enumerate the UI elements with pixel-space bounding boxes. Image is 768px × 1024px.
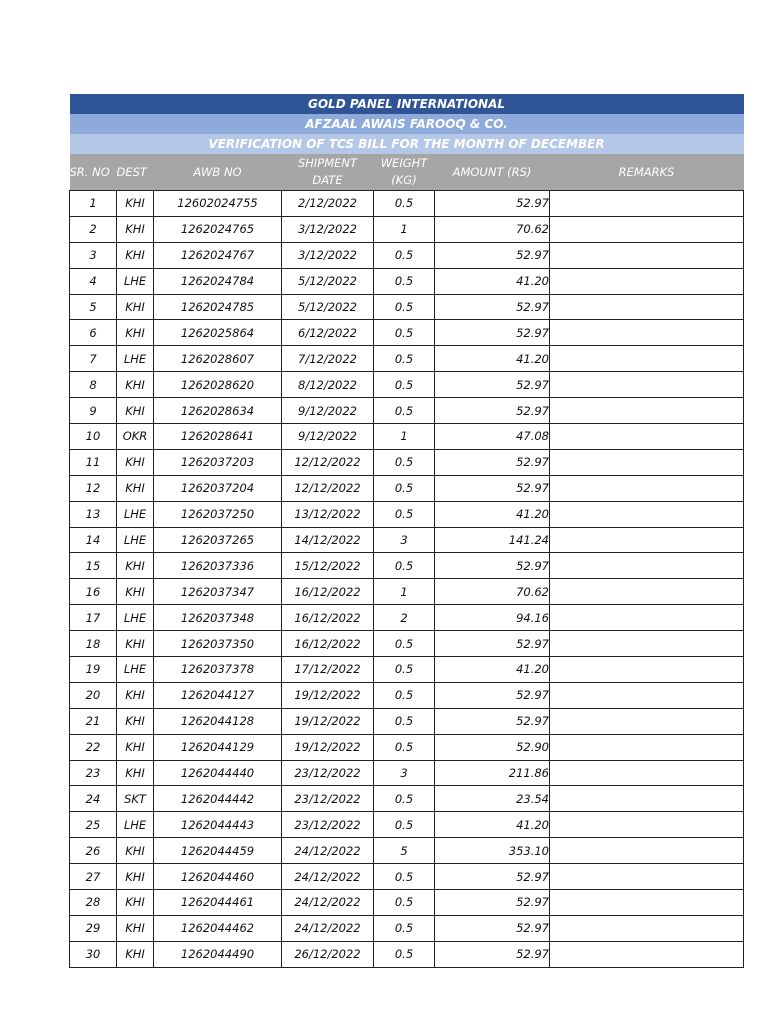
cell-sr-no[interactable]: 7 [70,346,117,372]
column-header-row [70,154,744,191]
cell-weight[interactable]: 3 [374,527,435,553]
cell-remarks[interactable] [550,734,744,760]
table-row [70,398,744,424]
table-row [70,553,744,579]
table-row [70,242,744,268]
cell-weight[interactable]: 0.5 [374,812,435,838]
cell-shipment-date[interactable]: 9/12/2022 [282,424,374,450]
cell-sr-no[interactable]: 30 [70,941,117,967]
cell-awb-no[interactable]: 1262044129 [154,734,282,760]
cell-dest[interactable]: KHI [117,579,154,605]
report-subtitle: VERIFICATION OF TCS BILL FOR THE MONTH OF DECEMBER [70,134,744,154]
cell-remarks[interactable] [550,449,744,475]
cell-dest[interactable]: KHI [117,242,154,268]
col-remarks: REMARKS [550,154,744,191]
cell-dest[interactable]: KHI [117,708,154,734]
table-body [70,191,744,968]
cell-weight[interactable]: 5 [374,838,435,864]
cell-awb-no[interactable]: 1262028634 [154,398,282,424]
cell-weight[interactable]: 0.5 [374,553,435,579]
subtitle-row [70,134,744,154]
table-row [70,579,744,605]
cell-sr-no[interactable]: 20 [70,682,117,708]
cell-weight[interactable]: 1 [374,424,435,450]
cell-weight[interactable]: 0.5 [374,864,435,890]
cell-remarks[interactable] [550,268,744,294]
cell-weight[interactable]: 0.5 [374,890,435,916]
cell-awb-no[interactable]: 1262044440 [154,760,282,786]
cell-shipment-date[interactable]: 12/12/2022 [282,475,374,501]
table-row [70,294,744,320]
cell-dest[interactable]: KHI [117,475,154,501]
cell-dest[interactable]: KHI [117,915,154,941]
cell-weight[interactable]: 1 [374,216,435,242]
cell-amount[interactable]: 52.97 [435,242,550,268]
cell-sr-no[interactable]: 17 [70,605,117,631]
cell-dest[interactable]: KHI [117,838,154,864]
cell-awb-no[interactable]: 1262037350 [154,631,282,657]
cell-remarks[interactable] [550,864,744,890]
cell-amount[interactable]: 52.97 [435,553,550,579]
cell-awb-no[interactable]: 1262037348 [154,605,282,631]
table-row [70,682,744,708]
cell-dest[interactable]: KHI [117,682,154,708]
cell-dest[interactable]: KHI [117,294,154,320]
cell-amount[interactable]: 41.20 [435,501,550,527]
cell-shipment-date[interactable]: 9/12/2022 [282,398,374,424]
cell-shipment-date[interactable]: 19/12/2022 [282,734,374,760]
cell-amount[interactable]: 52.97 [435,915,550,941]
cell-remarks[interactable] [550,424,744,450]
cell-sr-no[interactable]: 18 [70,631,117,657]
cell-amount[interactable]: 41.20 [435,346,550,372]
table-row [70,346,744,372]
cell-remarks[interactable] [550,812,744,838]
cell-dest[interactable]: KHI [117,864,154,890]
cell-shipment-date[interactable]: 23/12/2022 [282,812,374,838]
cell-remarks[interactable] [550,631,744,657]
cell-awb-no[interactable]: 1262044490 [154,941,282,967]
cell-shipment-date[interactable]: 16/12/2022 [282,579,374,605]
cell-dest[interactable]: KHI [117,191,154,217]
cell-awb-no[interactable]: 1262044460 [154,864,282,890]
cell-dest[interactable]: KHI [117,631,154,657]
cell-sr-no[interactable]: 13 [70,501,117,527]
cell-weight[interactable]: 0.5 [374,734,435,760]
cell-shipment-date[interactable]: 12/12/2022 [282,449,374,475]
cell-awb-no[interactable]: 1262044442 [154,786,282,812]
cell-sr-no[interactable]: 22 [70,734,117,760]
cell-sr-no[interactable]: 25 [70,812,117,838]
cell-dest[interactable]: LHE [117,605,154,631]
cell-dest[interactable]: KHI [117,372,154,398]
cell-amount[interactable]: 141.24 [435,527,550,553]
cell-awb-no[interactable]: 1262044462 [154,915,282,941]
cell-remarks[interactable] [550,838,744,864]
cell-weight[interactable]: 3 [374,760,435,786]
cell-awb-no[interactable]: 1262024785 [154,294,282,320]
cell-sr-no[interactable]: 19 [70,657,117,683]
cell-awb-no[interactable]: 1262044459 [154,838,282,864]
table-row [70,268,744,294]
cell-remarks[interactable] [550,786,744,812]
cell-sr-no[interactable]: 8 [70,372,117,398]
cell-remarks[interactable] [550,372,744,398]
cell-awb-no[interactable]: 1262037203 [154,449,282,475]
cell-shipment-date[interactable]: 24/12/2022 [282,915,374,941]
cell-awb-no[interactable]: 1262044127 [154,682,282,708]
cell-shipment-date[interactable]: 15/12/2022 [282,553,374,579]
cell-amount[interactable]: 70.62 [435,216,550,242]
cell-shipment-date[interactable]: 5/12/2022 [282,294,374,320]
cell-sr-no[interactable]: 10 [70,424,117,450]
cell-dest[interactable]: LHE [117,657,154,683]
cell-shipment-date[interactable]: 24/12/2022 [282,864,374,890]
cell-weight[interactable]: 0.5 [374,346,435,372]
cell-amount[interactable]: 52.97 [435,941,550,967]
table-row [70,527,744,553]
cell-amount[interactable]: 41.20 [435,812,550,838]
cell-awb-no[interactable]: 1262028620 [154,372,282,398]
cell-dest[interactable]: KHI [117,734,154,760]
cell-sr-no[interactable]: 23 [70,760,117,786]
cell-sr-no[interactable]: 12 [70,475,117,501]
cell-remarks[interactable] [550,915,744,941]
cell-awb-no[interactable]: 1262037378 [154,657,282,683]
cell-weight[interactable]: 0.5 [374,786,435,812]
table-row [70,216,744,242]
cell-shipment-date[interactable]: 3/12/2022 [282,242,374,268]
cell-sr-no[interactable]: 21 [70,708,117,734]
table-row [70,838,744,864]
col-sr-no: SR. NO [70,154,117,191]
cell-amount[interactable]: 52.97 [435,320,550,346]
cell-dest[interactable]: KHI [117,216,154,242]
cell-dest[interactable]: KHI [117,890,154,916]
cell-amount[interactable]: 23.54 [435,786,550,812]
cell-awb-no[interactable]: 1262044128 [154,708,282,734]
cell-shipment-date[interactable]: 19/12/2022 [282,708,374,734]
cell-dest[interactable]: KHI [117,941,154,967]
cell-shipment-date[interactable]: 26/12/2022 [282,941,374,967]
cell-awb-no[interactable]: 1262025864 [154,320,282,346]
cell-amount[interactable]: 52.97 [435,890,550,916]
table-row [70,320,744,346]
cell-sr-no[interactable]: 3 [70,242,117,268]
table-row [70,890,744,916]
cell-sr-no[interactable]: 24 [70,786,117,812]
cell-sr-no[interactable]: 11 [70,449,117,475]
table-row [70,449,744,475]
cell-shipment-date[interactable]: 17/12/2022 [282,657,374,683]
cell-shipment-date[interactable]: 5/12/2022 [282,268,374,294]
col-awb-no: AWB NO [154,154,282,191]
company-row [70,94,744,114]
cell-shipment-date[interactable]: 23/12/2022 [282,760,374,786]
tcs-bill-table [69,94,744,968]
cell-dest[interactable]: LHE [117,812,154,838]
cell-sr-no[interactable]: 5 [70,294,117,320]
cell-awb-no[interactable]: 1262037204 [154,475,282,501]
cell-amount[interactable]: 70.62 [435,579,550,605]
cell-amount[interactable]: 94.16 [435,605,550,631]
col-weight [374,154,435,191]
cell-weight[interactable]: 0.5 [374,449,435,475]
col-shipment-date-line2: DATE [312,173,343,187]
cell-weight[interactable]: 0.5 [374,475,435,501]
cell-remarks[interactable] [550,527,744,553]
cell-dest[interactable]: KHI [117,760,154,786]
cell-amount[interactable]: 52.97 [435,372,550,398]
cell-amount[interactable]: 41.20 [435,268,550,294]
cell-shipment-date[interactable]: 16/12/2022 [282,605,374,631]
cell-sr-no[interactable]: 26 [70,838,117,864]
cell-shipment-date[interactable]: 6/12/2022 [282,320,374,346]
table-row [70,760,744,786]
table-row [70,812,744,838]
cell-dest[interactable]: LHE [117,501,154,527]
firm-name: AFZAAL AWAIS FAROOQ & CO. [70,114,744,134]
cell-awb-no[interactable]: 1262037265 [154,527,282,553]
table-row [70,605,744,631]
cell-awb-no[interactable]: 1262028641 [154,424,282,450]
cell-weight[interactable]: 0.5 [374,682,435,708]
cell-remarks[interactable] [550,320,744,346]
cell-shipment-date[interactable]: 7/12/2022 [282,346,374,372]
cell-amount[interactable]: 353.10 [435,838,550,864]
cell-awb-no[interactable]: 1262037347 [154,579,282,605]
table-row [70,915,744,941]
cell-weight[interactable]: 0.5 [374,372,435,398]
cell-shipment-date[interactable]: 13/12/2022 [282,501,374,527]
table-row [70,191,744,217]
cell-amount[interactable]: 41.20 [435,657,550,683]
cell-remarks[interactable] [550,708,744,734]
cell-sr-no[interactable]: 14 [70,527,117,553]
cell-amount[interactable]: 52.97 [435,682,550,708]
cell-sr-no[interactable]: 9 [70,398,117,424]
table-row [70,372,744,398]
cell-remarks[interactable] [550,242,744,268]
cell-weight[interactable]: 0.5 [374,242,435,268]
table-row [70,734,744,760]
cell-remarks[interactable] [550,191,744,217]
cell-awb-no[interactable]: 12602024755 [154,191,282,217]
cell-shipment-date[interactable]: 24/12/2022 [282,838,374,864]
cell-awb-no[interactable]: 1262037250 [154,501,282,527]
table-row [70,941,744,967]
cell-awb-no[interactable]: 1262044443 [154,812,282,838]
cell-shipment-date[interactable]: 3/12/2022 [282,216,374,242]
cell-remarks[interactable] [550,657,744,683]
table-row [70,501,744,527]
cell-remarks[interactable] [550,553,744,579]
cell-amount[interactable]: 47.08 [435,424,550,450]
table-row [70,864,744,890]
cell-dest[interactable]: LHE [117,268,154,294]
table-row [70,475,744,501]
cell-weight[interactable]: 0.5 [374,941,435,967]
cell-awb-no[interactable]: 1262024765 [154,216,282,242]
table-row [70,657,744,683]
cell-amount[interactable]: 52.97 [435,191,550,217]
cell-weight[interactable]: 0.5 [374,501,435,527]
cell-remarks[interactable] [550,941,744,967]
cell-sr-no[interactable]: 1 [70,191,117,217]
cell-shipment-date[interactable]: 23/12/2022 [282,786,374,812]
cell-sr-no[interactable]: 27 [70,864,117,890]
cell-sr-no[interactable]: 2 [70,216,117,242]
cell-shipment-date[interactable]: 24/12/2022 [282,890,374,916]
cell-awb-no[interactable]: 1262044461 [154,890,282,916]
cell-weight[interactable]: 2 [374,605,435,631]
col-dest: DEST [117,154,154,191]
cell-shipment-date[interactable]: 14/12/2022 [282,527,374,553]
cell-weight[interactable]: 0.5 [374,398,435,424]
cell-shipment-date[interactable]: 2/12/2022 [282,191,374,217]
cell-amount[interactable]: 52.97 [435,631,550,657]
cell-shipment-date[interactable]: 8/12/2022 [282,372,374,398]
firm-row [70,114,744,134]
cell-awb-no[interactable]: 1262037336 [154,553,282,579]
col-weight-line1: WEIGHT [380,156,428,170]
cell-remarks[interactable] [550,216,744,242]
cell-awb-no[interactable]: 1262024784 [154,268,282,294]
cell-amount[interactable]: 52.97 [435,475,550,501]
cell-amount[interactable]: 211.86 [435,760,550,786]
cell-remarks[interactable] [550,579,744,605]
cell-dest[interactable]: KHI [117,553,154,579]
col-amount: AMOUNT (RS) [435,154,550,191]
company-name: GOLD PANEL INTERNATIONAL [70,94,744,114]
cell-weight[interactable]: 0.5 [374,708,435,734]
cell-amount[interactable]: 52.97 [435,708,550,734]
cell-sr-no[interactable]: 28 [70,890,117,916]
cell-sr-no[interactable]: 15 [70,553,117,579]
cell-amount[interactable]: 52.97 [435,449,550,475]
cell-remarks[interactable] [550,605,744,631]
cell-dest[interactable]: LHE [117,346,154,372]
cell-remarks[interactable] [550,346,744,372]
cell-awb-no[interactable]: 1262024767 [154,242,282,268]
cell-remarks[interactable] [550,398,744,424]
cell-sr-no[interactable]: 16 [70,579,117,605]
table-row [70,424,744,450]
col-shipment-date-line1: SHIPMENT [297,156,358,170]
cell-weight[interactable]: 0.5 [374,294,435,320]
col-shipment-date [282,154,374,191]
cell-weight[interactable]: 0.5 [374,191,435,217]
cell-weight[interactable]: 0.5 [374,657,435,683]
cell-sr-no[interactable]: 4 [70,268,117,294]
cell-shipment-date[interactable]: 16/12/2022 [282,631,374,657]
col-weight-line2: (KG) [391,173,417,187]
cell-dest[interactable]: SKT [117,786,154,812]
cell-remarks[interactable] [550,501,744,527]
cell-shipment-date[interactable]: 19/12/2022 [282,682,374,708]
cell-remarks[interactable] [550,475,744,501]
cell-weight[interactable]: 1 [374,579,435,605]
cell-amount[interactable]: 52.90 [435,734,550,760]
cell-weight[interactable]: 0.5 [374,631,435,657]
table-row [70,708,744,734]
cell-dest[interactable]: KHI [117,320,154,346]
cell-remarks[interactable] [550,682,744,708]
cell-dest[interactable]: KHI [117,398,154,424]
cell-weight[interactable]: 0.5 [374,268,435,294]
cell-sr-no[interactable]: 6 [70,320,117,346]
cell-weight[interactable]: 0.5 [374,320,435,346]
cell-dest[interactable]: LHE [117,527,154,553]
table-row [70,631,744,657]
cell-sr-no[interactable]: 29 [70,915,117,941]
cell-amount[interactable]: 52.97 [435,864,550,890]
cell-remarks[interactable] [550,294,744,320]
cell-dest[interactable]: KHI [117,449,154,475]
cell-amount[interactable]: 52.97 [435,294,550,320]
cell-remarks[interactable] [550,760,744,786]
cell-remarks[interactable] [550,890,744,916]
cell-amount[interactable]: 52.97 [435,398,550,424]
cell-weight[interactable]: 0.5 [374,915,435,941]
cell-dest[interactable]: OKR [117,424,154,450]
table-row [70,786,744,812]
cell-awb-no[interactable]: 1262028607 [154,346,282,372]
